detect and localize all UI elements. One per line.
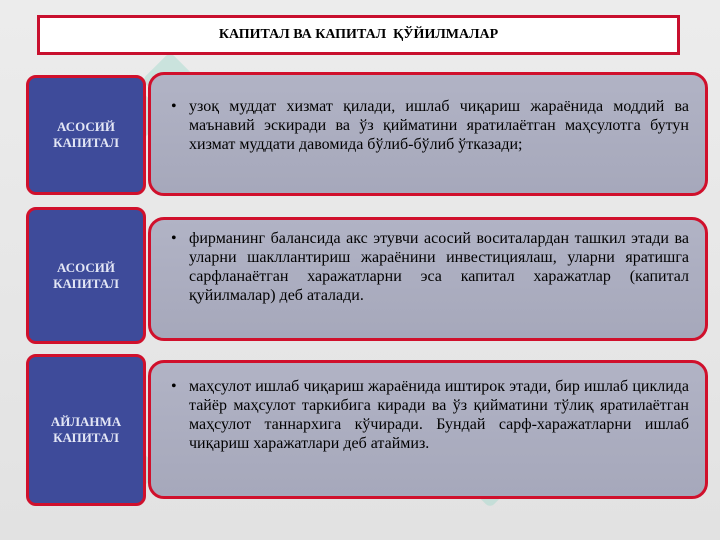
content-box-1 [148, 72, 708, 196]
content-bullet-item [171, 97, 689, 154]
side-label-box-3 [26, 354, 146, 506]
bullet-icon: • [171, 378, 177, 395]
slide-title-box [37, 15, 680, 55]
content-box-3 [148, 360, 708, 499]
side-label-box-2 [26, 207, 146, 344]
bullet-icon: • [171, 98, 177, 115]
slide-title: КАПИТАЛ ВА КАПИТАЛ ҚЎЙИЛМАЛАР [218, 27, 499, 42]
content-bullet-item [171, 377, 689, 453]
content-text: узоқ муддат хизмат қилади, ишлаб чиқариш жараёнида моддий ва маънавий эскиради ва ўз қийматини яратилаётган маҳсулотга бутун хизмат муддати давомида бўлиб-бўлиб ўтказади; [189, 98, 689, 153]
side-label: АСОСИЙ КАПИТАЛ [53, 259, 119, 291]
content-bullet-item [171, 229, 689, 305]
content-box-2 [148, 217, 708, 341]
bullet-icon: • [171, 230, 177, 247]
content-text: фирманинг балансида акс этувчи асосий воситалардан ташкил этади ва уларни шакллантириш жараёнини инвестициялаш, уларни яратишга сарфланаётган харажатларни эса капитал харажатлар (капитал қуйилмалар) деб аталади. [189, 230, 689, 304]
side-label: АСОСИЙ КАПИТАЛ [53, 119, 119, 150]
side-label-box-1 [26, 75, 146, 195]
side-label: АЙЛАНМА КАПИТАЛ [50, 414, 122, 445]
content-text: маҳсулот ишлаб чиқариш жараёнида иштирок этади, бир ишлаб циклида тайёр маҳсулот таркибига киради ва ўз қийматини тўлиқ яратилаётган маҳсулот таннархига кўчиради. Бундай сарф-харажатларни ишлаб чиқариш харажатлари деб атаймиз. [189, 378, 689, 452]
